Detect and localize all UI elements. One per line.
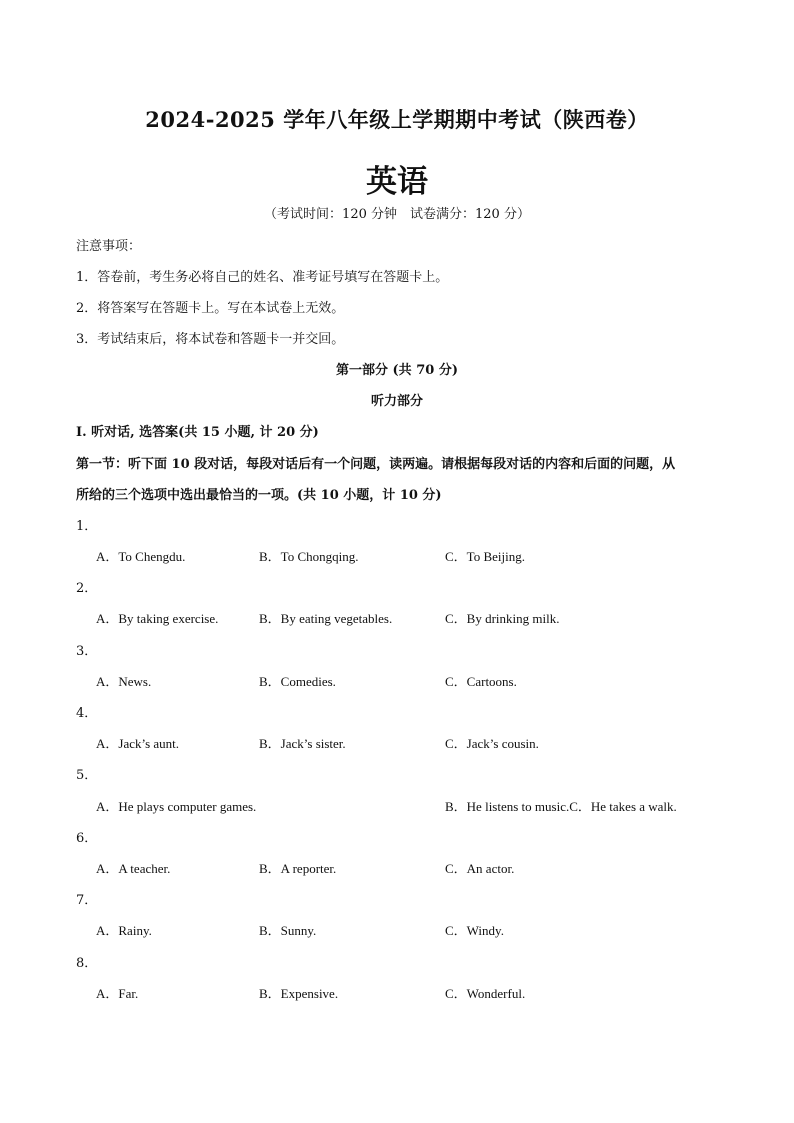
question-number: 2． bbox=[76, 581, 98, 596]
option-b: B．Expensive. bbox=[259, 986, 339, 1001]
question-number: 3． bbox=[76, 644, 98, 659]
option-b: B．To Chongqing. bbox=[259, 549, 359, 564]
option-b: B．By eating vegetables. bbox=[259, 611, 393, 626]
question-number: 5． bbox=[76, 768, 98, 783]
part-title: 第一部分 (共 70 分) bbox=[336, 363, 458, 378]
section-heading: I. 听对话, 选答案(共 15 小题, 计 20 分) bbox=[76, 425, 319, 440]
option-c: C．Windy. bbox=[445, 923, 504, 938]
question-number: 7． bbox=[76, 893, 98, 908]
option-a: A．By taking exercise. bbox=[96, 611, 219, 626]
option-c: C．To Beijing. bbox=[445, 549, 525, 564]
subject-title: 英语 bbox=[366, 164, 428, 200]
option-bc: B．He listens to music.C．He takes a walk. bbox=[445, 799, 677, 814]
option-a: A．He plays computer games. bbox=[96, 799, 257, 814]
notes-heading: 注意事项： bbox=[76, 239, 142, 254]
option-a: A．A teacher. bbox=[96, 861, 171, 876]
note-item-2: 2．将答案写在答题卡上。写在本试卷上无效。 bbox=[76, 301, 345, 316]
option-a: A．Jack’s aunt. bbox=[96, 736, 180, 751]
option-b: B．Comedies. bbox=[259, 674, 336, 689]
question-number: 4． bbox=[76, 706, 98, 721]
part-subtitle: 听力部分 bbox=[370, 394, 423, 409]
question-number: 1． bbox=[76, 519, 98, 534]
exam-title: 2024-2025 学年八年级上学期期中考试（陕西卷） bbox=[145, 107, 649, 132]
option-c: C．By drinking milk. bbox=[445, 611, 560, 626]
note-item-3: 3．考试结束后，将本试卷和答题卡一并交回。 bbox=[76, 332, 345, 347]
option-b: B．Jack’s sister. bbox=[259, 736, 346, 751]
option-a: A．Rainy. bbox=[96, 923, 152, 938]
question-number: 8． bbox=[76, 956, 98, 971]
option-b: B．A reporter. bbox=[259, 861, 337, 876]
note-item-1: 1．答卷前，考生务必将自己的姓名、准考证号填写在答题卡上。 bbox=[76, 270, 449, 285]
option-a: A．News. bbox=[96, 674, 152, 689]
option-c: C．Cartoons. bbox=[445, 674, 517, 689]
option-c: C．Jack’s cousin. bbox=[445, 736, 539, 751]
section-instruction-line2: 所给的三个选项中选出最恰当的一项。(共 10 小题，计 10 分) bbox=[76, 488, 442, 503]
option-b: B．Sunny. bbox=[259, 923, 317, 938]
section-instruction-line1: 第一节：听下面 10 段对话，每段对话后有一个问题，读两遍。请根据每段对话的内容和后面的问题，从 bbox=[76, 457, 676, 472]
option-c: C．An actor. bbox=[445, 861, 515, 876]
question-number: 6． bbox=[76, 831, 98, 846]
option-a: A．Far. bbox=[96, 986, 139, 1001]
option-a: A．To Chengdu. bbox=[96, 549, 186, 564]
option-c: C．Wonderful. bbox=[445, 986, 526, 1001]
exam-info: （考试时间：120 分钟 试卷满分：120 分） bbox=[264, 207, 530, 222]
